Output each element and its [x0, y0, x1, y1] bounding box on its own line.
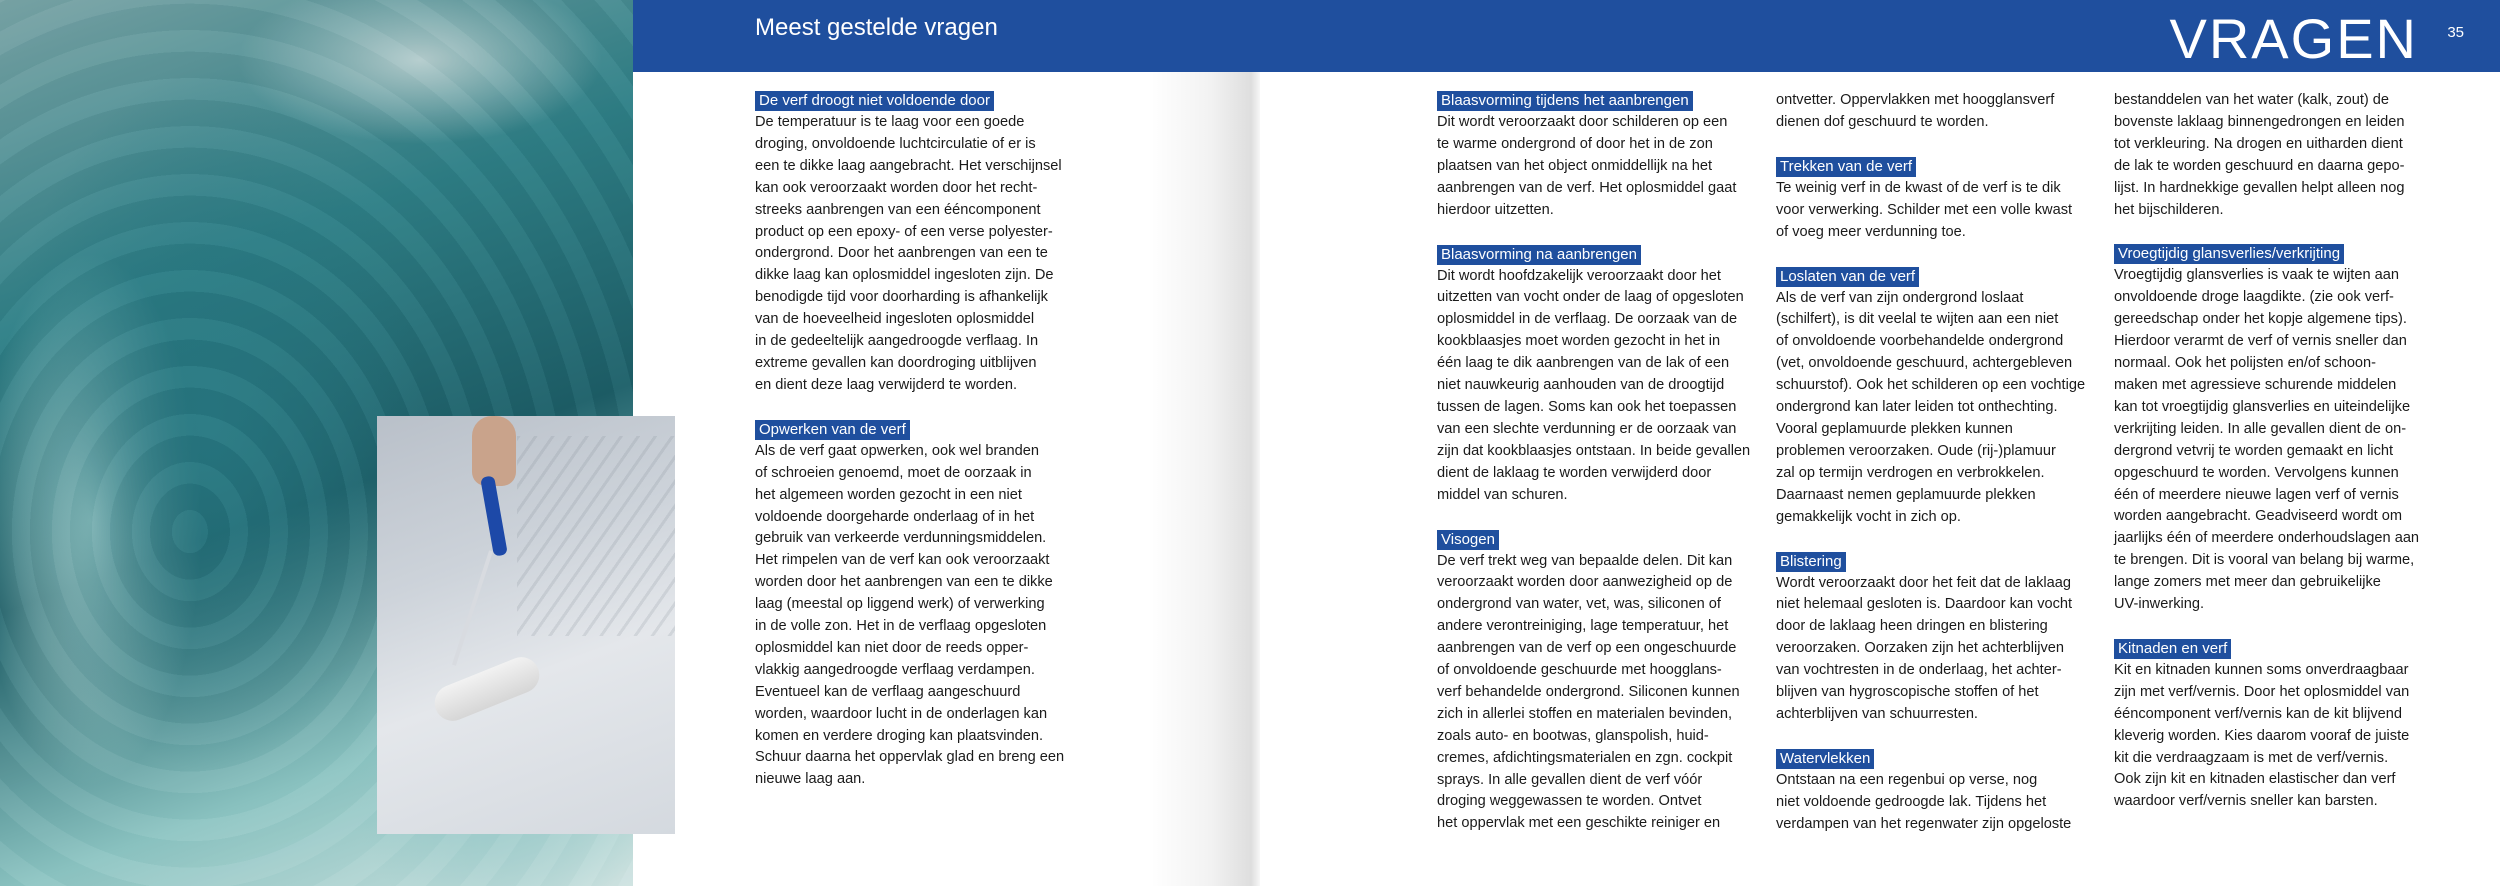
faq-body: Als de verf van zijn ondergrond loslaat (schilfert), is dit veelal te wijten aan een niet of onvoldoende voorbehandelde ondergrond (vet, onvoldoende geschuurd, achtergebleven schuurstof). Ook het schilderen op een vochtige ondergrond kan later leiden tot onthechting. Vooral geplamuurde plekken kunnen problemen veroorzaken. Oude (rij-)plamuur zal op termijn verdrogen en verbrokkelen. Daarnaast nemen geplamuurde plekken gemakkelijk vocht in zich op. [1776, 289, 2086, 525]
paint-roller-photo [377, 416, 675, 834]
faq-section [1437, 244, 1755, 507]
faq-heading: Kitnaden en verf [2114, 639, 2231, 659]
faq-body: Kit en kitnaden kunnen soms onverdraagbaar zijn met verf/vernis. Door het oplosmiddel van ééncomponent verf/vernis kan de kit blijvend kleverig worden. Kies daarom vooraf de juiste kit die verdraagzaam is met de verf/vernis. Ook zijn kit en kitnaden elastischer dan verf waardoor verf/vernis sneller kan barsten. [2114, 661, 2410, 810]
faq-body: bestanddelen van het water (kalk, zout) de bovenste laklaag binnengedrongen en leiden tot verkleuring. Na drogen en uitharden dient de lak te worden geschuurd en daarna gepo- lijst. In hardnekkige gevallen helpt alleen nog het bijschilderen. [2114, 92, 2405, 218]
faq-heading: Blaasvorming tijdens het aanbrengen [1437, 91, 1693, 111]
section-title: VRAGEN [2169, 7, 2418, 70]
page-number: 35 [2447, 24, 2464, 41]
faq-body: Dit wordt veroorzaakt door schilderen op een te warme ondergrond of door het in de zon plaatsen van het object onmiddellijk na het aanbrengen van de verf. Het oplosmiddel gaat hierdoor uitzetten. [1437, 114, 1737, 218]
faq-section [1437, 529, 1755, 836]
faq-body: De verf trekt weg van bepaalde delen. Dit kan veroorzaakt worden door aanwezigheid op de ondergrond van water, vet, was, siliconen of andere verontreiniging, lage temperatuur, het aanbrengen van de verf op een ongeschuurde of onvoldoende geschuurde met hoogglans- verf behandelde ondergrond. Siliconen kunnen zich in allerlei stoffen en materialen bevinden, zoals auto- en bootwas, glanspolish, huid- cremes, afdichtingsmaterialen en zgn. cockpit sprays. In alle gevallen dient de verf vóór droging weggewassen te worden. Ontvet het oppervlak met een geschikte reiniger en [1437, 552, 1740, 832]
faq-heading: Visogen [1437, 530, 1499, 550]
faq-continuation [2114, 90, 2432, 221]
left-text-column [755, 90, 1075, 813]
faq-body: Als de verf gaat opwerken, ook wel branden of schroeien genoemd, moet de oorzaak in het algemeen worden gezocht in een niet voldoende doorgeharde onderlaag of in het gebruik van verkeerde verdunningsmiddelen. Het rimpelen van de verf kan ook veroorzaakt worden door het aanbrengen van een te dikke laag (meestal op liggend werk) of verwerking in de volle zon. Het in de verflaag opgesloten oplosmiddel kan niet door de reeds opper- vlakkig aangedroogde verflaag verdampen. Eventueel kan de verflaag aangeschuurd worden, waardoor lucht in de onderlagen kan komen en verdere droging kan plaatsvinden. Schuur daarna het oppervlak glad en breng een nieuwe laag aan. [755, 442, 1065, 788]
roller-handle [480, 475, 508, 556]
right-text-column-1 [1437, 90, 1755, 857]
faq-section [2114, 638, 2432, 813]
faq-heading: Opwerken van de verf [755, 420, 910, 440]
right-text-column-3 [2114, 90, 2432, 835]
faq-section [1776, 266, 2094, 529]
faq-heading: Blaasvorming na aanbrengen [1437, 245, 1641, 265]
faq-section [1776, 156, 2094, 244]
roller-head [429, 652, 544, 727]
faq-section [755, 419, 1075, 792]
page-gutter-shadow [1150, 72, 1260, 886]
faq-heading: Loslaten van de verf [1776, 267, 1919, 287]
faq-section [1776, 748, 2094, 836]
faq-body: De temperatuur is te laag voor een goede droging, onvoldoende luchtcirculatie of er is een te dikke laag aangebracht. Het verschijnsel kan ook veroorzaakt worden door het recht- streeks aanbrengen van een ééncomponent product op een epoxy- of een verse polyester- ondergrond. Door het aanbrengen van een te dikke laag kan oplosmiddel ingesloten zijn. De benodigde tijd voor doorharding is afhankelijk van de hoeveelheid ingesloten oplosmiddel in de gedeeltelijk aangedroogde verflaag. In extreme gevallen kan doordroging uitblijven en dient deze laag verwijderd te worden. [755, 114, 1062, 393]
faq-heading: De verf droogt niet voldoende door [755, 91, 994, 111]
faq-body: Te weinig verf in de kwast of de verf is te dik voor verwerking. Schilder met een volle kwast of voeg meer verdunning toe. [1776, 179, 2073, 240]
faq-body: Ontstaan na een regenbui op verse, nog niet voldoende gedroogde lak. Tijdens het verdampen van het regenwater zijn opgeloste [1776, 771, 2072, 832]
roller-frame [452, 550, 493, 665]
faq-section [755, 90, 1075, 397]
faq-section [1437, 90, 1755, 222]
page-title: Meest gestelde vragen [755, 14, 998, 41]
hand-shape [472, 416, 516, 486]
faq-heading: Blistering [1776, 552, 1846, 572]
faq-heading: Trekken van de verf [1776, 157, 1916, 177]
faq-body: Vroegtijdig glansverlies is vaak te wijten aan onvoldoende droge laagdikte. (zie ook verf- gereedschap onder het kopje algemene tips). Hierdoor verarmt de verf of vernis sneller dan normaal. Ook het polijsten en/of schoon- maken met agressieve schurende middelen kan tot vroegtijdig glansverlies en uiteindelijke verkrijting leiden. In alle gevallen dient de on- dergrond vetvrij te worden gemaakt en licht opgeschuurd te worden. Vervolgens kunnen één of meerdere nieuwe lagen verf of vernis worden aangebracht. Geadviseerd wordt om jaarlijks één of meerdere onderhoudslagen aan te brengen. Dit is vooral van belang bij warme, lange zomers met meer dan gebruikelijke UV-inwerking. [2114, 267, 2420, 613]
faq-body: Wordt veroorzaakt door het feit dat de laklaag niet helemaal gesloten is. Daardoor kan vocht door de laklaag heen dringen en blistering veroorzaken. Oorzaken zijn het achterblijven van vochtresten in de onderlaag, het achter- blijven van hygroscopische stoffen of het achterblijven van schuurresten. [1776, 574, 2073, 722]
faq-heading: Watervlekken [1776, 749, 1874, 769]
faq-heading: Vroegtijdig glansverlies/verkrijting [2114, 244, 2344, 264]
faq-section [2114, 243, 2432, 616]
rivets-texture [517, 436, 675, 636]
faq-section [1776, 551, 2094, 726]
faq-body: ontvetter. Oppervlakken met hoogglansverf dienen dof geschuurd te worden. [1776, 92, 2055, 130]
faq-continuation [1776, 90, 2094, 134]
faq-body: Dit wordt hoofdzakelijk veroorzaakt door het uitzetten van vocht onder de laag of opgesloten oplosmiddel in de verflaag. De oorzaak van de kookblaasjes moet worden gezocht in het in één laag te dik aanbrengen van de lak of een niet nauwkeurig aanhouden van de droogtijd tussen de lagen. Soms kan ook het toepassen van een slechte verdunning er de oorzaak van zijn dat kookblaasjes ontstaan. In beide gevallen dient de laklaag te worden verwijderd door middel van schuren. [1437, 267, 1751, 503]
right-text-column-2 [1776, 90, 2094, 858]
